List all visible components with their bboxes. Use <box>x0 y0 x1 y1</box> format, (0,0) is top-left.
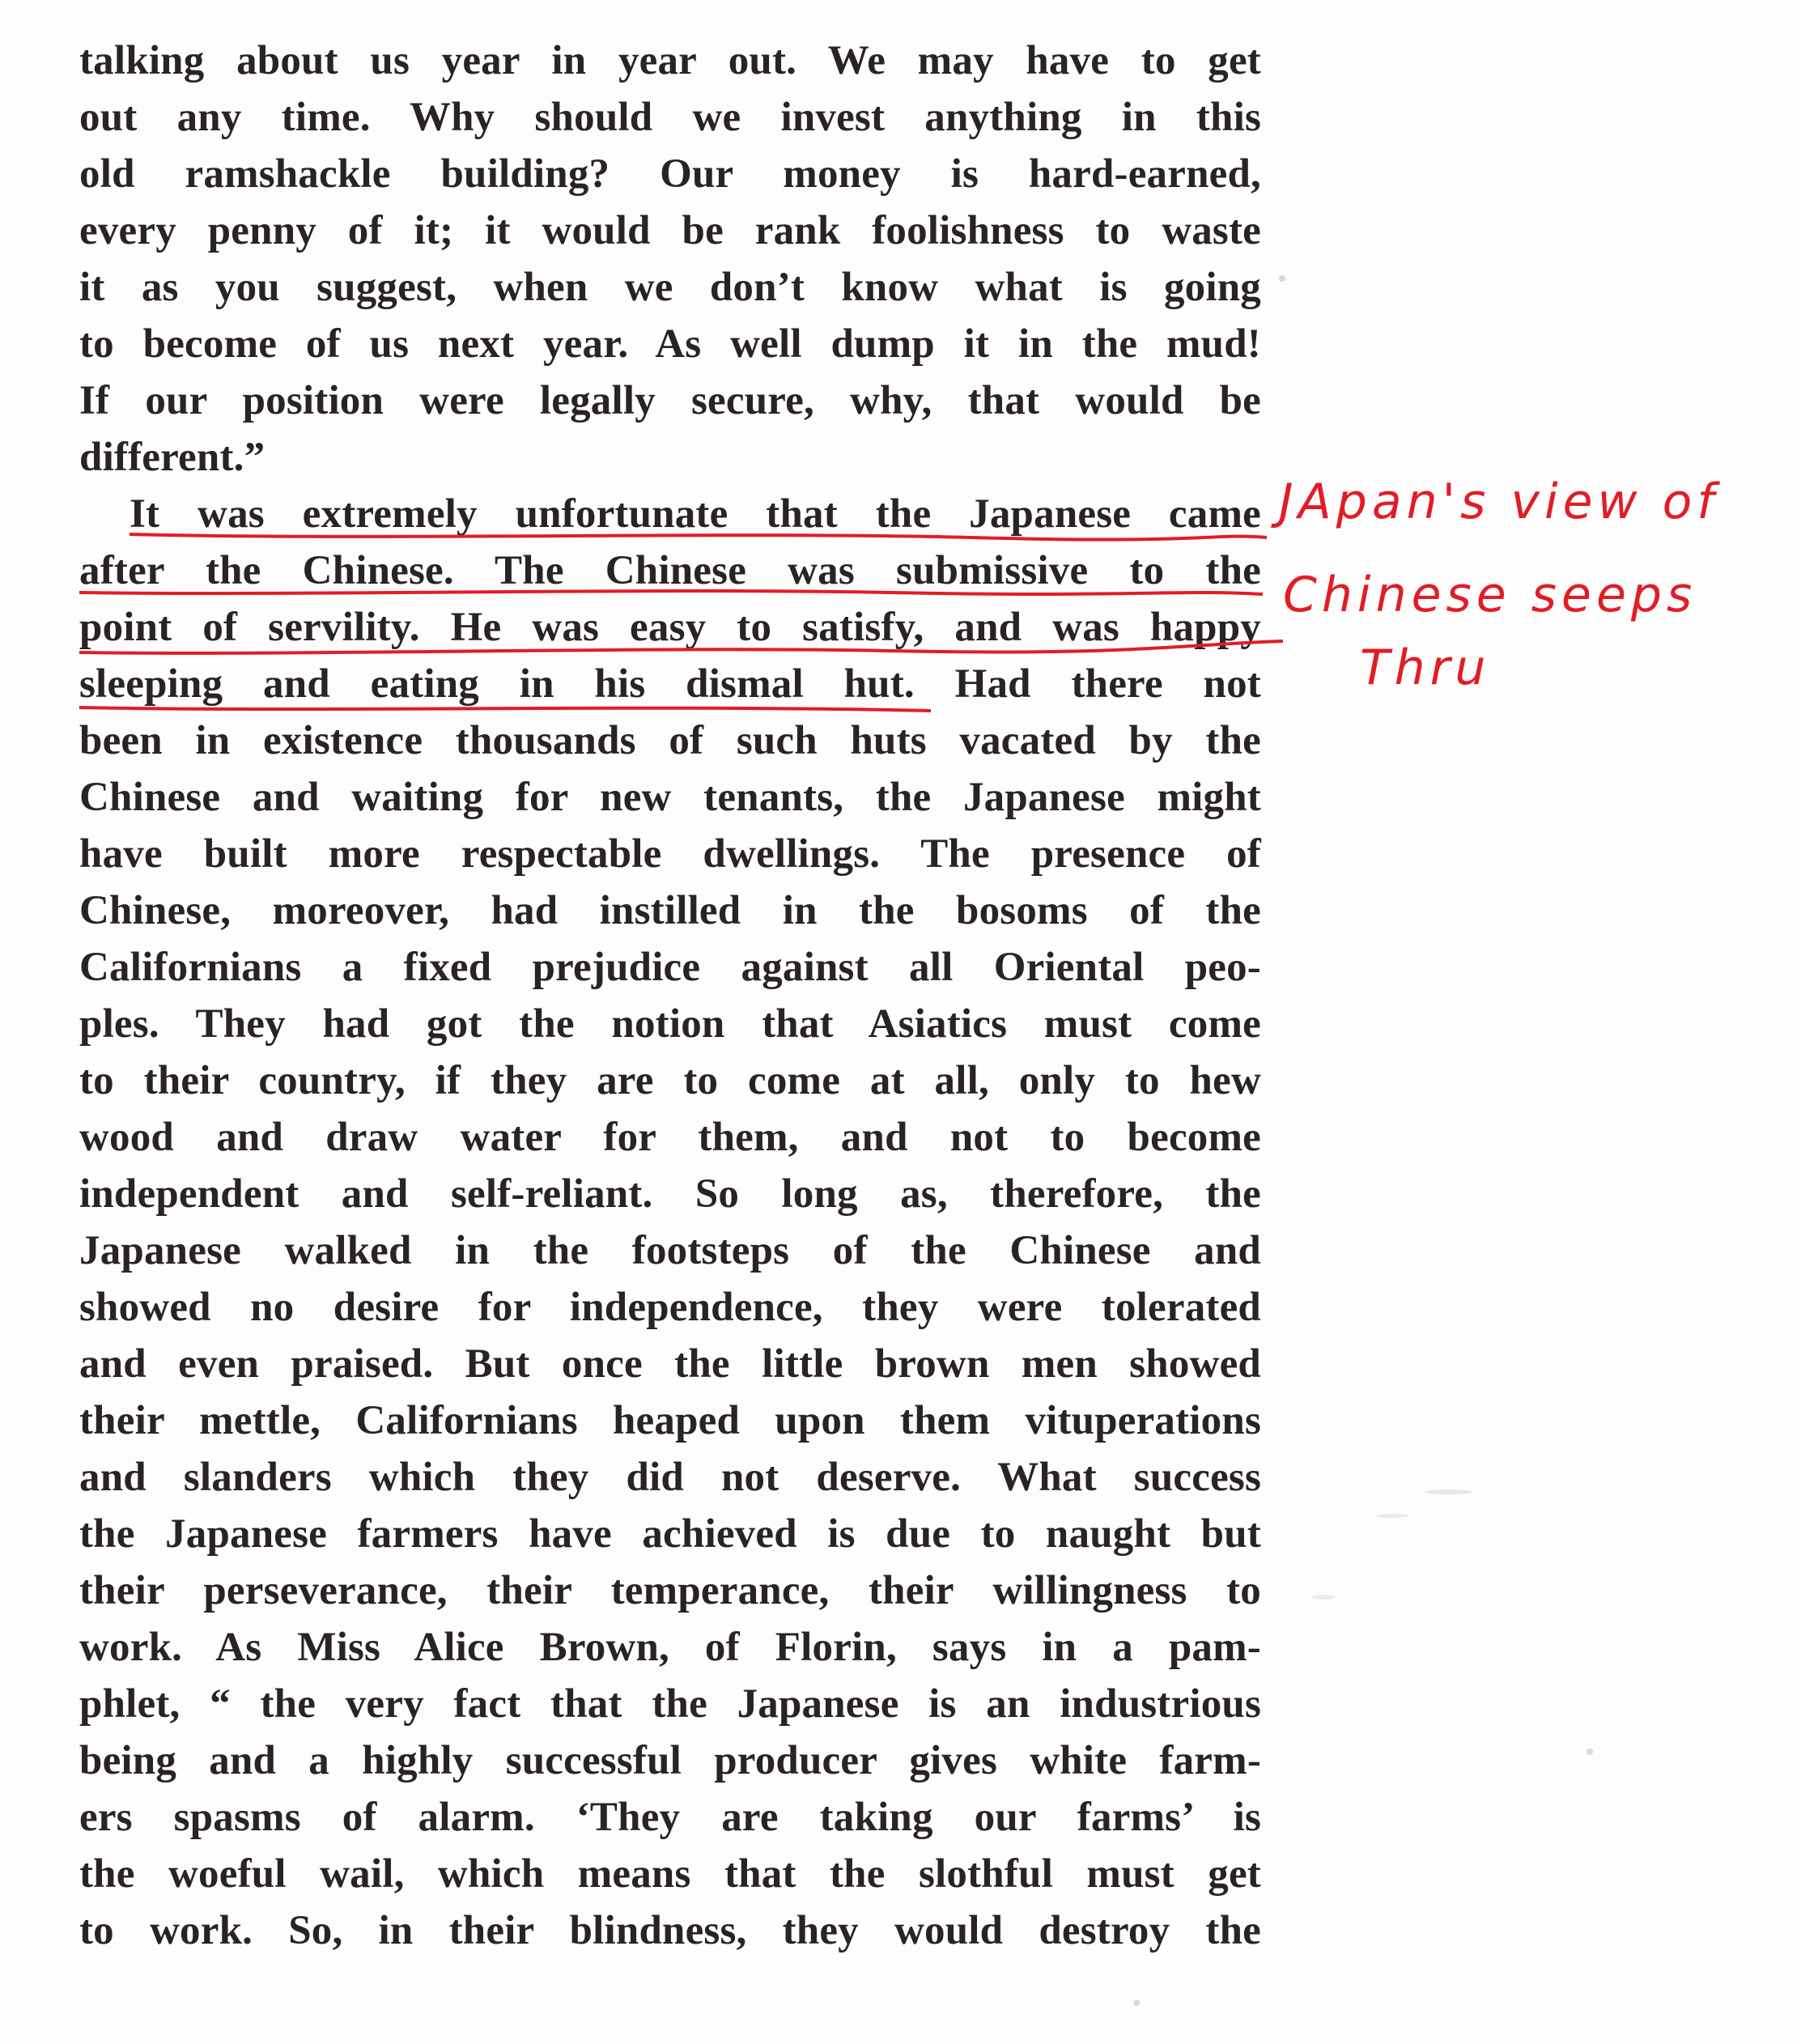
text-line: their mettle, Californians heaped upon them vituperations <box>79 1398 1261 1443</box>
text-line: being and a highly successful producer gives white farm- <box>79 1738 1261 1783</box>
text-line: and slanders which they did not deserve. What success <box>79 1455 1261 1500</box>
margin-note-line: JApan's view of <box>1279 474 1719 530</box>
text-line: have built more respectable dwellings. The presence of <box>79 831 1261 877</box>
text-line: phlet, “ the very fact that the Japanese is an industrious <box>79 1681 1261 1727</box>
text-line: their perseverance, their temperance, their willingness to <box>79 1568 1261 1613</box>
text-line: Japanese walked in the footsteps of the Chinese and <box>79 1228 1261 1273</box>
text-line: been in existence thousands of such huts vacated by the <box>79 718 1261 763</box>
text-line: If our position were legally secure, why, that would be <box>79 378 1261 423</box>
text-line: after the Chinese. The Chinese was submissive to the <box>79 548 1261 593</box>
text-line: the Japanese farmers have achieved is due to naught but <box>79 1511 1261 1557</box>
text-line: to become of us next year. As well dump it in the mud! <box>79 321 1261 367</box>
text-line: out any time. Why should we invest anything in this <box>79 95 1261 140</box>
text-line: wood and draw water for them, and not to become <box>79 1115 1261 1160</box>
underline-3 <box>79 641 1283 653</box>
underline-2 <box>79 591 1263 594</box>
text-line: and even praised. But once the little brown men showed <box>79 1341 1261 1387</box>
margin-note-line: Thru <box>1360 640 1491 696</box>
text-line: work. As Miss Alice Brown, of Florin, says in a pam- <box>79 1625 1261 1670</box>
text-line: to their country, if they are to come at all, only to hew <box>79 1058 1261 1103</box>
text-line: to work. So, in their blindness, they would destroy the <box>79 1908 1261 1953</box>
text-line: ples. They had got the notion that Asiatics must come <box>79 1001 1261 1047</box>
scan-speck <box>1376 1514 1408 1518</box>
scan-speck <box>1279 275 1285 282</box>
underline-4 <box>79 708 931 711</box>
text-line: it as you suggest, when we don’t know what is going <box>79 265 1261 310</box>
text-line: every penny of it; it would be rank foolishness to waste <box>79 208 1261 253</box>
text-line: Chinese and waiting for new tenants, the Japanese might <box>79 775 1261 820</box>
text-line: ers spasms of alarm. ‘They are taking our farms’ is <box>79 1795 1261 1840</box>
scan-speck <box>1133 1999 1140 2006</box>
text-line: point of servility. He was easy to satisfy, and was happy <box>79 605 1261 650</box>
text-line: independent and self-reliant. So long as, therefore, the <box>79 1171 1261 1217</box>
underline-1 <box>130 534 1267 540</box>
scan-speck <box>1586 1749 1593 1755</box>
text-line: It was extremely unfortunate that the Japanese came <box>130 491 1261 537</box>
scan-speck <box>1425 1489 1473 1494</box>
text-line: showed no desire for independence, they were tolerated <box>79 1285 1261 1330</box>
text-line: sleeping and eating in his dismal hut. Had there not <box>79 661 1261 707</box>
scan-speck <box>1311 1595 1336 1600</box>
text-line: Chinese, moreover, had instilled in the bosoms of the <box>79 888 1261 933</box>
margin-note-line: Chinese seeps <box>1283 567 1697 623</box>
text-line: old ramshackle building? Our money is hard-earned, <box>79 151 1261 197</box>
text-line: different.” <box>79 435 265 480</box>
text-line: the woeful wail, which means that the slothful must get <box>79 1851 1261 1897</box>
text-line: Californians a fixed prejudice against all Oriental peo- <box>79 945 1261 990</box>
text-line: talking about us year in year out. We may have to get <box>79 38 1261 83</box>
